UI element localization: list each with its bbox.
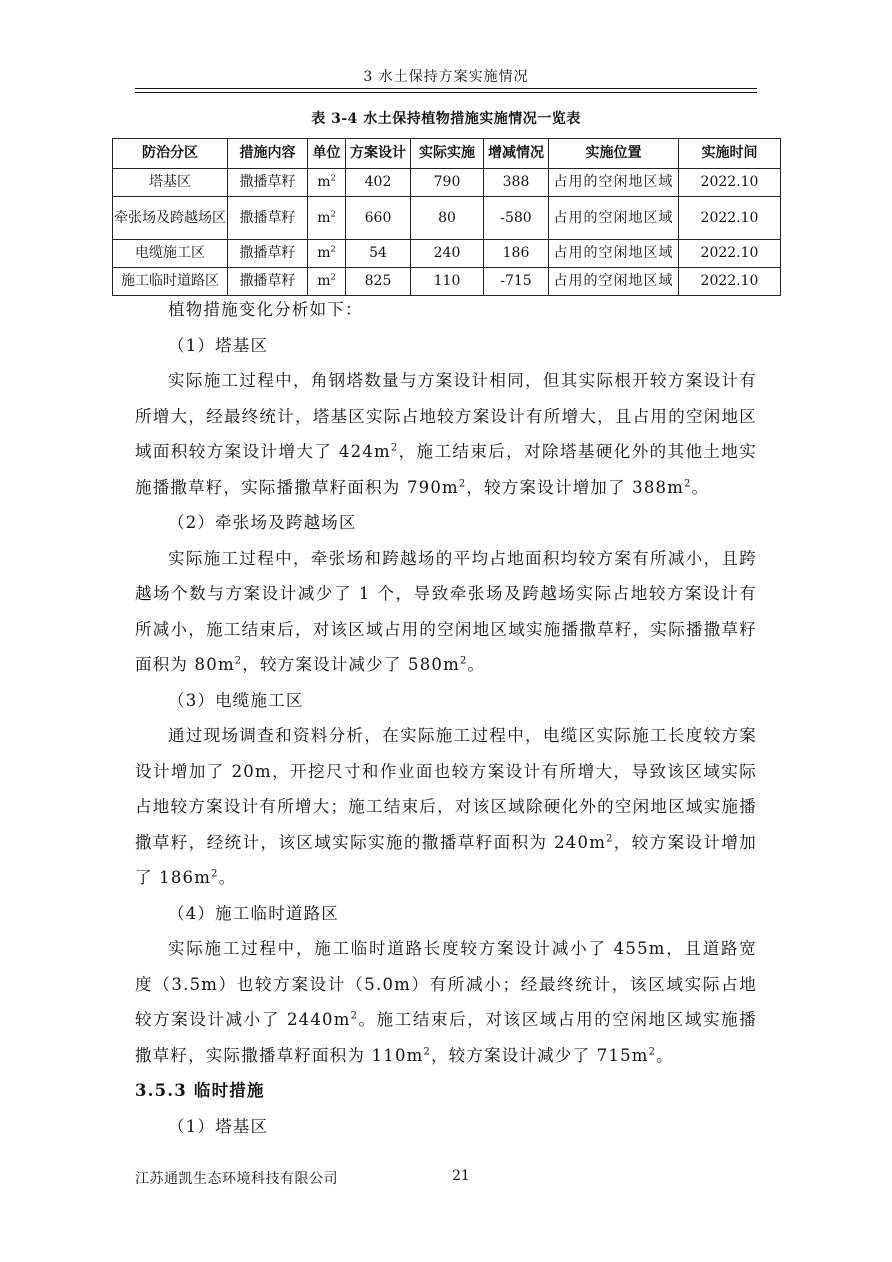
cell-design: 825 (346, 268, 411, 296)
cell-zone: 牵张场及跨越场区 (113, 197, 228, 240)
cell-measure: 撒播草籽 (228, 197, 308, 240)
cell-actual: 110 (411, 268, 484, 296)
subsection-title-tension-field: （2）牵张场及跨越场区 (168, 513, 357, 532)
page-number: 21 (452, 1168, 470, 1184)
col-header-measure: 措施内容 (228, 139, 308, 169)
paragraph-tension-field: 实际施工过程中，牵张场和跨越场的平均占地面积均较方案有所减小，且跨越场个数与方案设计减少了 1 个，导致牵张场及跨越场实际占地较方案设计有所减小，施工结束后，对该区域占用的空闲地区域实施播撒草籽，实际播撒草籽面积为 $80m^2$，较方案设计减少了 $580m^2$。 (135, 548, 757, 674)
header-rule-thick (135, 88, 757, 89)
col-header-zone: 防治分区 (113, 139, 228, 169)
col-header-unit: 单位 (308, 139, 346, 169)
table-row (113, 240, 781, 268)
col-header-time: 实施时间 (679, 139, 781, 169)
table-row (113, 169, 781, 197)
running-header: 3 水土保持方案实施情况 (363, 69, 529, 85)
cell-change: 186 (484, 240, 549, 268)
cell-time: 2022.10 (679, 240, 781, 268)
col-header-location: 实施位置 (549, 139, 679, 169)
cell-location: 占用的空闲地区域 (549, 197, 679, 240)
cell-location: 占用的空闲地区域 (549, 268, 679, 296)
footer-company: 江苏通凯生态环境科技有限公司 (135, 1171, 338, 1187)
table-header-row (113, 139, 781, 169)
subsection-title-tower-base: （1）塔基区 (168, 335, 269, 355)
cell-zone: 施工临时道路区 (113, 268, 228, 296)
cell-zone: 电缆施工区 (113, 240, 228, 268)
cell-zone: 塔基区 (113, 169, 228, 197)
cell-measure: 撒播草籽 (228, 240, 308, 268)
cell-unit: $m^2$ (308, 268, 346, 296)
cell-unit: $m^2$ (308, 240, 346, 268)
cell-measure: 撒播草籽 (228, 268, 308, 296)
cell-actual: 790 (411, 169, 484, 197)
subsection-title-temp-road: （4）施工临时道路区 (168, 903, 339, 923)
table-row (113, 197, 781, 240)
cell-design: 54 (346, 240, 411, 268)
cell-actual: 240 (411, 240, 484, 268)
section-heading: 3.5.3 临时措施 (135, 1081, 265, 1100)
body-text (135, 292, 757, 1144)
planting-measures-table (112, 138, 781, 296)
col-header-design: 方案设计 (346, 139, 411, 169)
table-caption: 表 3-4 水土保持植物措施实施情况一览表 (311, 111, 581, 127)
cell-time: 2022.10 (679, 169, 781, 197)
cell-location: 占用的空闲地区域 (549, 169, 679, 197)
cell-unit: $m^2$ (308, 197, 346, 240)
cell-design: 402 (346, 169, 411, 197)
cell-location: 占用的空闲地区域 (549, 240, 679, 268)
subsection-title-cable-area: （3）电缆施工区 (168, 690, 304, 710)
header-rule-thin (135, 92, 757, 93)
cell-change: 388 (484, 169, 549, 197)
paragraph-cable-area: 通过现场调查和资料分析，在实际施工过程中，电缆区实际施工长度较方案设计增加了 20m，开挖尺寸和作业面也较方案设计有所增大，导致该区域实际占地较方案设计有所增大；施工结束后，对该区域除硬化外的空闲地区域实施播撒草籽，经统计，该区域实际实施的撒播草籽面积为 $240m^2$，较方案设计增加了 $186m^2$。 (135, 726, 758, 887)
col-header-actual: 实际实施 (411, 139, 484, 169)
cell-measure: 撒播草籽 (228, 169, 308, 197)
paragraph-tower-base: 实际施工过程中，角钢塔数量与方案设计相同，但其实际根开较方案设计有所增大，经最终统计，塔基区实际占地较方案设计有所增大，且占用的空闲地区域面积较方案设计增大了 $424m^2$，施工结束后，对除塔基硬化外的其他土地实施播撒草籽，实际播撒草籽面积为 $790m^2$，较方案设计增加了 $388m^2$。 (135, 371, 757, 497)
subsection-title-tower-base-temp: （1）塔基区 (168, 1116, 269, 1136)
cell-time: 2022.10 (679, 268, 781, 296)
intro-paragraph: 植物措施变化分析如下： (168, 300, 363, 319)
cell-actual: 80 (411, 197, 484, 240)
cell-change: -580 (484, 197, 549, 240)
cell-time: 2022.10 (679, 197, 781, 240)
cell-unit: $m^2$ (308, 169, 346, 197)
cell-change: -715 (484, 268, 549, 296)
paragraph-temp-road: 实际施工过程中，施工临时道路长度较方案设计减小了 455m，且道路宽度（3.5m）也较方案设计（5.0m）有所减小；经最终统计，该区域实际占地较方案设计减小了 $2440m^2$。施工结束后，对该区域占用的空闲地区域实施播撒草籽，实际撒播草籽面积为 $110m^2$，较方案设计减少了 $715m^2$。 (135, 939, 758, 1065)
cell-design: 660 (346, 197, 411, 240)
col-header-change: 增减情况 (484, 139, 549, 169)
